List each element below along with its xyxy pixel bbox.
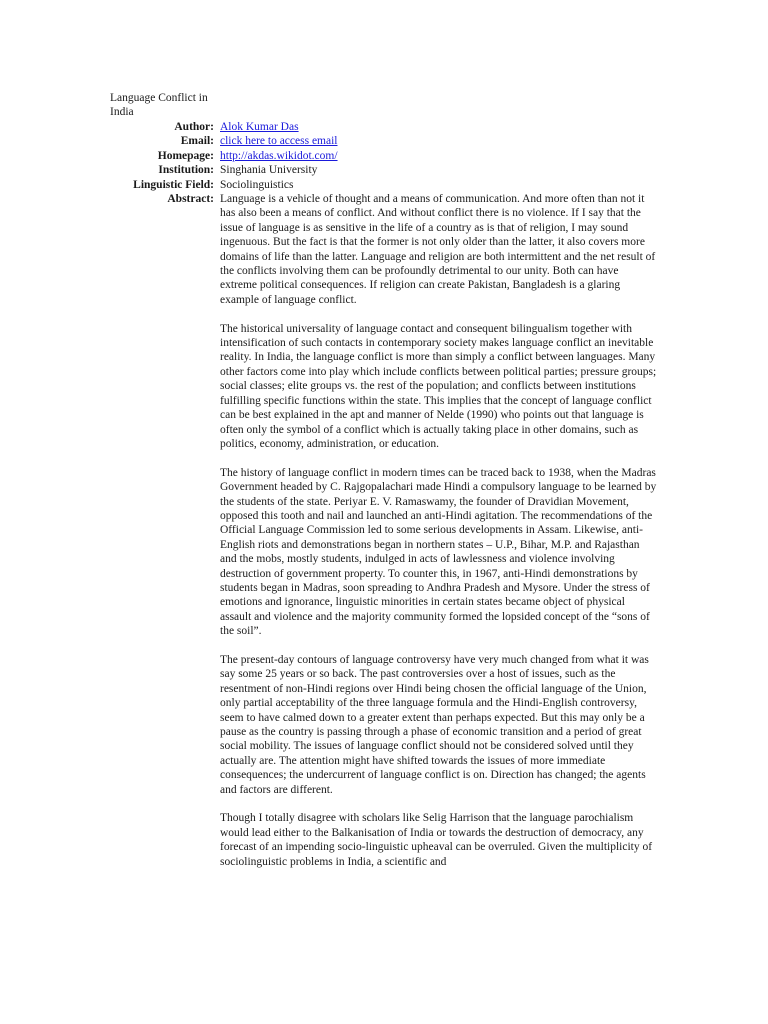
metadata-table [110, 120, 657, 883]
homepage-row [110, 149, 657, 163]
institution-value: Singhania University [220, 164, 318, 177]
author-label: Author: [174, 121, 214, 133]
homepage-label: Homepage: [157, 149, 214, 162]
author-row [110, 120, 657, 134]
linguistic-field-label: Linguistic Field: [133, 178, 214, 191]
abstract-body [220, 192, 657, 883]
abstract-paragraph-2: The historical universality of language contact and consequent bilingualism together with intensification of such contacts in contemporary society makes language conflict an inevitable reality. In India, the language conflict is more than simply a conflict between languages. Many other factors come into play which include conflicts between political parties; pressure groups; social classes; elite groups vs. the rest of the population; and conflicts between institutions fulfilling specific functions within the state. This implies that the concept of language conflict can be best explained in the apt and manner of Nelde (1990) who points out that language is often only the symbol of a conflict which is actually taking place in other domains, such as politics, economy, administration, or education. [220, 322, 657, 450]
linguistic-field-value: Sociolinguistics [220, 178, 294, 191]
email-link[interactable]: click here to access email [220, 135, 338, 148]
document-title: Language Conflict in India [110, 92, 208, 118]
author-link[interactable]: Alok Kumar Das [220, 121, 299, 133]
linguistic-field-row [110, 178, 657, 192]
abstract-paragraph-3: The history of language conflict in modern times can be traced back to 1938, when the Madras Government headed by C. Rajgopalachari made Hindi a compulsory language to be learned by the students of the state. Periyar E. V. Ramaswamy, the founder of Dravidian Movement, opposed this tooth and nail and launched an anti-Hindi agitation. The recommendations of the Official Language Commission led to some serious developments in Assam. Likewise, anti-English riots and demonstrations began in northern states – U.P., Bihar, M.P. and Rajasthan and the mobs, mostly students, indulged in acts of lawlessness and violence involving destruction of government property. To counter this, in 1967, anti-Hindi demonstrations by students began in Madras, soon spreading to Andhra Pradesh and Mysore. Under the stress of emotions and ignorance, linguistic minorities in certain states became object of physical assault and violence and the majority community formed the lopsided concept of the “sons of the soil”. [220, 466, 657, 638]
abstract-label: Abstract: [167, 193, 214, 206]
abstract-paragraph-1: Language is a vehicle of thought and a means of communication. And more often than not it has also been a means of conflict. And without conflict there is no violence. If I say that the issue of language is as sensitive in the life of a country as is that of religion, I may sound ingenuous. But the fact is that the former is not only older than the latter, it also covers more domains of life than the latter. Language and religion are both intermittent and the net result of the conflicts involving them can be profoundly detrimental to our unity. Both can have extreme political consequences. If religion can create Pakistan, Bangladesh is a glaring example of language conflict. [220, 193, 656, 306]
institution-row [110, 163, 657, 177]
email-label: Email: [180, 135, 214, 148]
abstract-paragraph-5: Though I totally disagree with scholars like Selig Harrison that the language parochialism would lead either to the Balkanisation of India or towards the destruction of democracy, any forecast of an impending socio-linguistic upheaval can be overruled. Given the multiplicity of sociolinguistic problems in India, a scientific and [220, 812, 653, 868]
document-page [110, 91, 658, 883]
homepage-link[interactable]: http://akdas.wikidot.com/ [220, 149, 338, 162]
abstract-paragraph-4: The present-day contours of language controversy have very much changed from what it was say some 25 years or so back. The past controversies over a host of issues, such as the resentment of non-Hindi regions over Hindi being chosen the official language of the Union, only partial acceptability of the three language formula and the Hindi-English controversy, seem to have calmed down to a greater extent than perhaps expected. But this may only be a pause as the country is passing through a phase of economic transition and a period of great social mobility. The issues of language conflict should not be considered solved until they actually are. The attention might have shifted towards the issues of more immediate consequences; the undercurrent of language conflict is on. Direction has changed; the agents and factors are different. [220, 653, 649, 796]
abstract-row [110, 192, 657, 883]
institution-label: Institution: [158, 164, 214, 177]
email-row [110, 134, 657, 148]
